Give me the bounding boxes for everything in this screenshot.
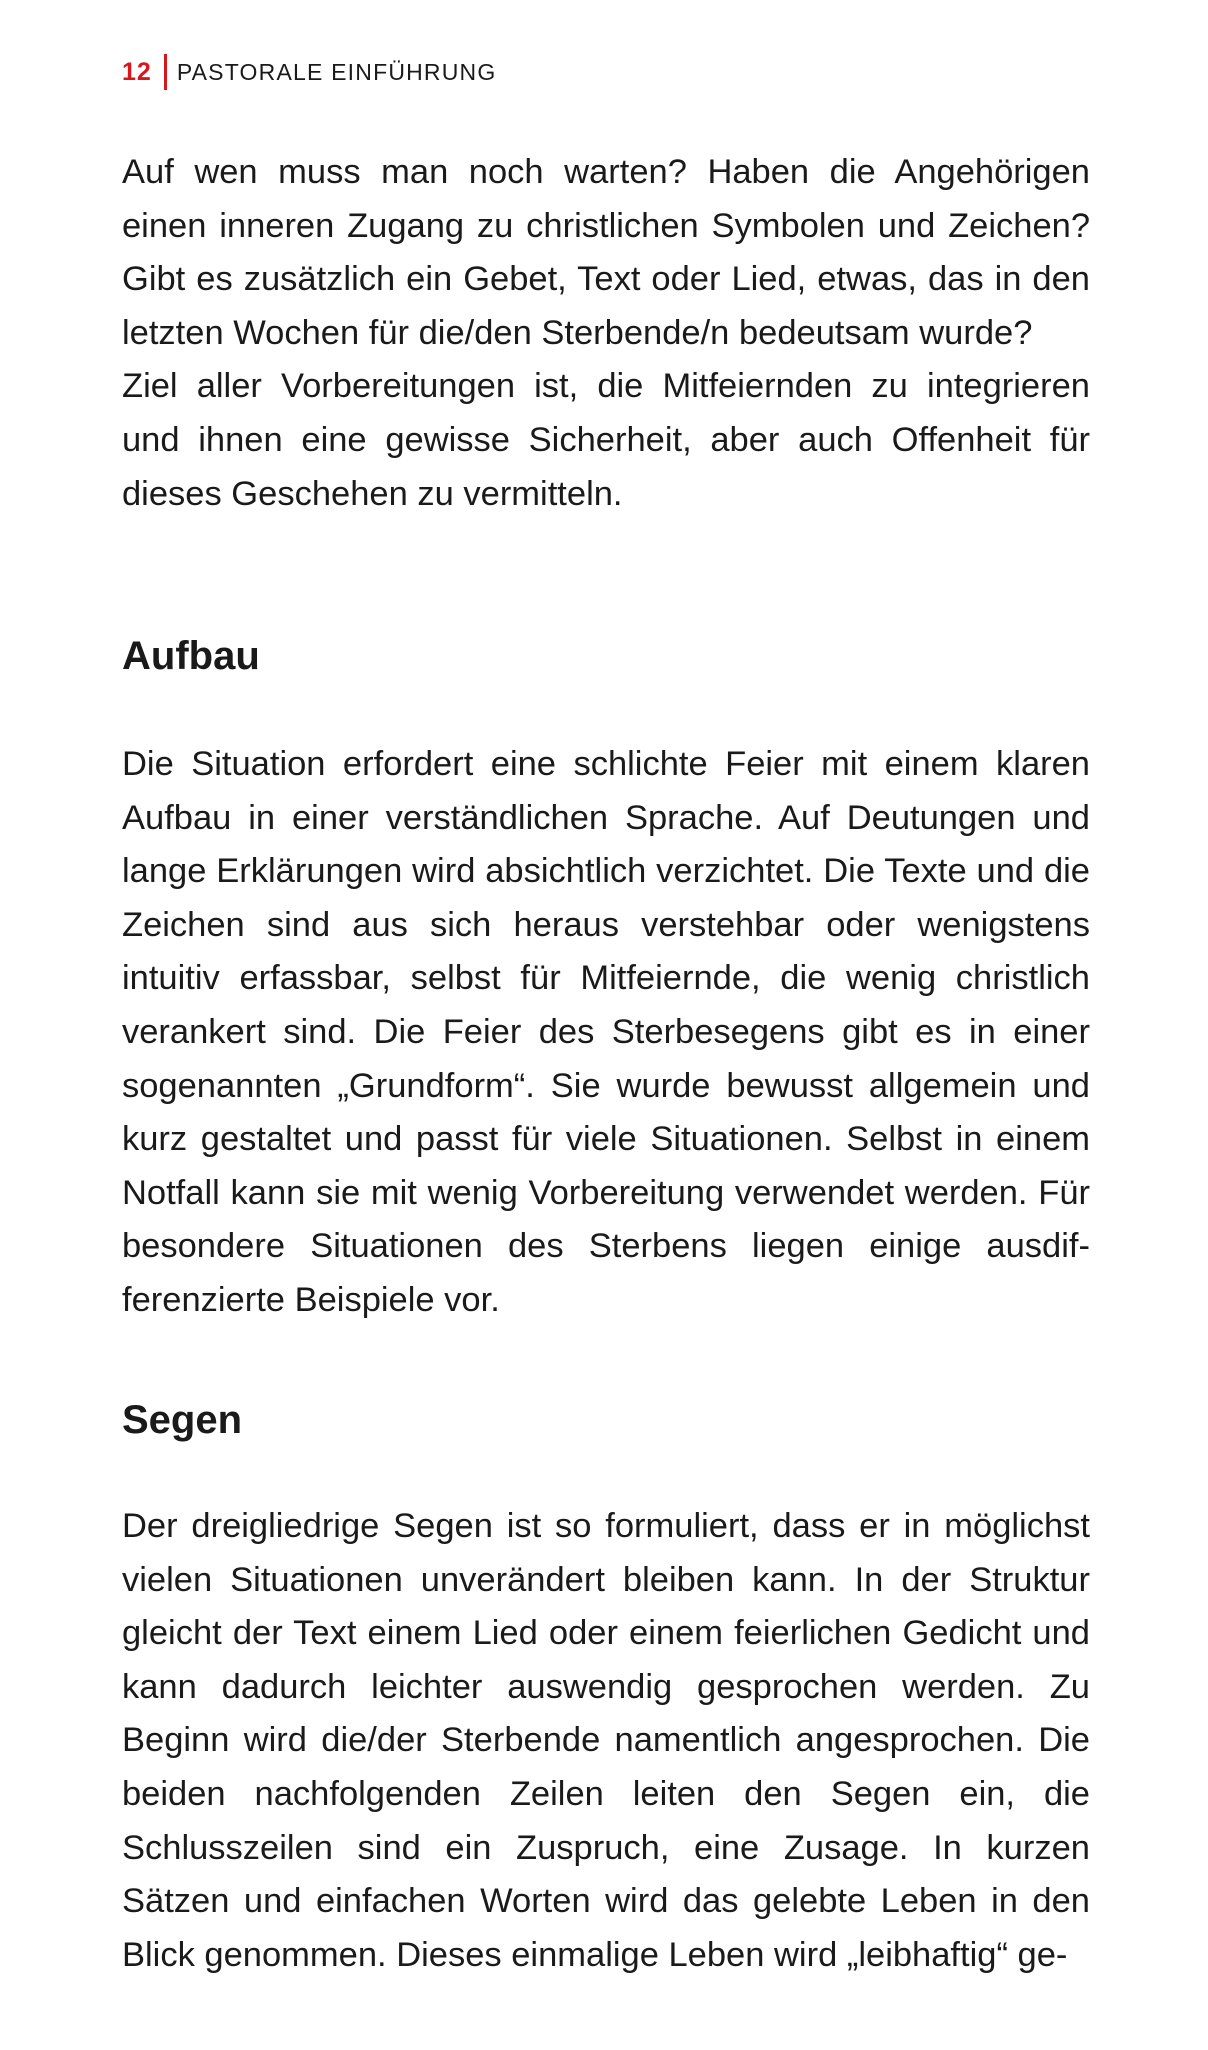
aufbau-section	[122, 632, 1090, 680]
intro-paragraph-2: Ziel aller Vorbereitungen ist, die Mitfeiernden zu integrieren und ihnen eine gewisse Sicherheit, aber auch Offenheit für dieses Geschehen zu vermitteln.	[122, 367, 1090, 513]
aufbau-heading: Aufbau	[122, 634, 260, 678]
aufbau-paragraph: Die Situation erfordert eine schlichte Feier mit einem klaren Aufbau in einer verständlichen Sprache. Auf Deutungen und lange Erklärungen wird absichtlich verzichtet. Die Texte und die Zeichen sind aus sich heraus verstehbar oder wenigstens intuitiv erfassbar, selbst für Mitfeiernde, die wenig christlich verankert sind. Die Feier des Sterbesegens gibt es in einer sogenannten „Grundform“. Sie wurde bewusst allgemein und kurz gestaltet und passt für viele Situationen. Selbst in einem Notfall kann sie mit wenig Vorbereitung verwendet werden. Für besondere Situationen des Sterbens liegen einige ausdifferenzierte Beispiele vor.	[122, 745, 1090, 1319]
running-head-divider	[164, 54, 167, 90]
intro-section	[122, 146, 1090, 521]
intro-paragraph-1: Auf wen muss man noch warten? Haben die Angehörigen einen inneren Zugang zu christlichen Symbolen und Zeichen? Gibt es zusätzlich ein Gebet, Text oder Lied, etwas, das in den letzten Wochen für die/den Sterbende/n bedeutsam wurde?	[122, 153, 1090, 352]
segen-body	[122, 1500, 1090, 1982]
page-number: 12	[122, 57, 152, 86]
segen-section	[122, 1396, 1090, 1444]
segen-heading: Segen	[122, 1398, 243, 1442]
running-head-title: PASTORALE EINFÜHRUNG	[176, 58, 497, 85]
aufbau-body	[122, 738, 1090, 1328]
segen-paragraph: Der dreigliedrige Segen ist so formuliert, dass er in möglichst vielen Situationen unverändert bleiben kann. In der Struktur gleicht der Text einem Lied oder einem feierlichen Gedicht und kann dadurch leichter auswendig gesprochen werden. Zu Beginn wird die/der Sterbende namentlich angesprochen. Die beiden nachfolgenden Zeilen leiten den Segen ein, die Schlusszeilen sind ein Zuspruch, eine Zusage. In kurzen Sätzen und einfachen Worten wird das gelebte Leben in den Blick genommen. Dieses einmalige Leben wird „leibhaftig“ ge-	[122, 1507, 1090, 1974]
running-head	[122, 52, 496, 92]
